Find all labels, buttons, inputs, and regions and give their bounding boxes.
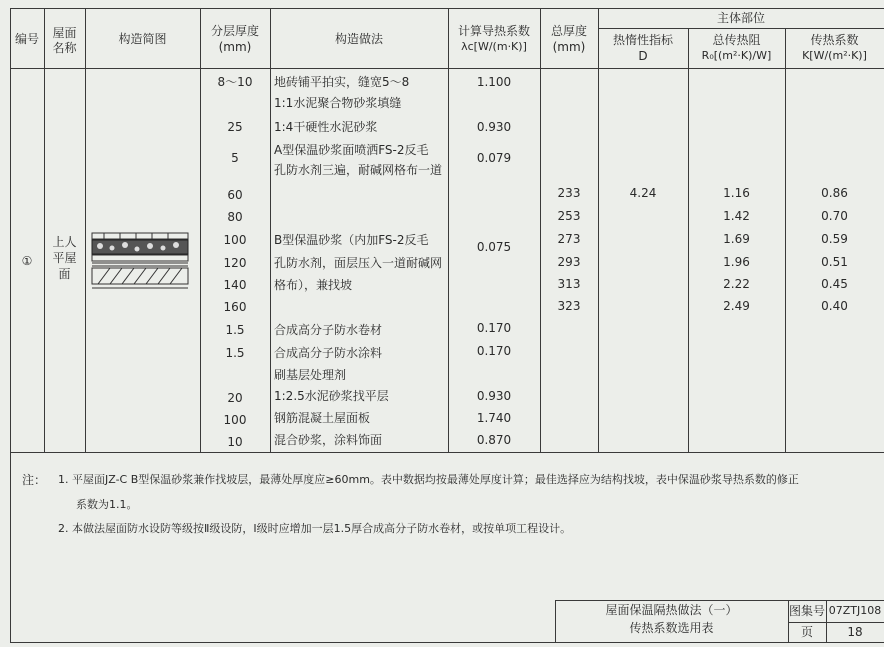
header-total-thickness-1: 总厚度 xyxy=(550,24,587,38)
resistance-value: 2.49 xyxy=(723,299,750,313)
table-left-border xyxy=(10,8,11,642)
layer-thickness: 100 xyxy=(223,413,247,427)
page-label: 页 xyxy=(800,625,813,639)
layer-method: 1:1水泥聚合物砂浆填缝 xyxy=(274,96,402,110)
k-value: 0.40 xyxy=(821,299,848,313)
header-thickness-2: (mm) xyxy=(218,40,252,54)
col-divider-7 xyxy=(598,8,599,452)
header-sketch: 构造简图 xyxy=(118,32,167,46)
k-value: 0.59 xyxy=(821,232,848,246)
construction-sketch xyxy=(90,231,190,291)
table-top-border xyxy=(10,8,884,9)
layer-lambda: 0.170 xyxy=(476,321,512,335)
titleblock-top-border xyxy=(555,600,884,601)
table-bottom-border xyxy=(10,452,884,453)
header-transfer-2: K[W/(m²·K)] xyxy=(802,49,867,62)
layer-lambda: 1.100 xyxy=(476,75,512,89)
layer-method: 地砖铺平拍实，缝宽5～8 xyxy=(274,75,410,89)
page-number: 18 xyxy=(847,625,863,639)
layer-thickness: 120 xyxy=(223,256,247,270)
header-inertia-1: 热惰性指标 xyxy=(612,33,673,47)
total-thickness: 293 xyxy=(557,255,581,269)
k-value: 0.70 xyxy=(821,209,848,223)
layer-lambda: 0.170 xyxy=(476,344,512,358)
header-conductivity-2: λc[W/(m·K)] xyxy=(461,40,527,53)
row-number: ① xyxy=(21,254,33,268)
header-main-part: 主体部位 xyxy=(716,11,765,25)
titleblock-title-2: 传热系数选用表 xyxy=(629,621,714,635)
total-thickness: 233 xyxy=(557,186,581,200)
layer-thickness: 5 xyxy=(231,151,239,165)
layer-method: 合成高分子防水涂料 xyxy=(274,346,383,360)
titleblock-mid-border xyxy=(788,622,884,623)
header-method: 构造做法 xyxy=(334,32,383,46)
row-name-3: 面 xyxy=(58,267,71,281)
k-value: 0.51 xyxy=(821,255,848,269)
note-2: 2. 本做法屋面防水设防等级按Ⅱ级设防，Ⅰ级时应增加一层1.5厚合成高分子防水卷材，或按单项工程设计。 xyxy=(58,522,572,535)
note-1-line-2: 系数为1.1。 xyxy=(76,498,138,511)
header-thickness-1: 分层厚度 xyxy=(210,24,259,38)
layer-method: 刷基层处理剂 xyxy=(274,368,347,382)
col-divider-1 xyxy=(44,8,45,452)
titleblock-title-1: 屋面保温隔热做法（一） xyxy=(605,603,738,617)
header-number: 编号 xyxy=(14,32,39,46)
header-total-thickness-2: (mm) xyxy=(552,40,586,54)
total-thickness: 273 xyxy=(557,232,581,246)
col-divider-2 xyxy=(85,8,86,452)
header-inertia-2: D xyxy=(638,49,648,63)
layer-thickness: 1.5 xyxy=(225,346,245,360)
layer-thickness: 1.5 xyxy=(225,323,245,337)
header-conductivity-1: 计算导热系数 xyxy=(457,24,530,38)
layer-method: B型保温砂浆（内加FS-2反毛 xyxy=(274,233,429,247)
layer-method: A型保温砂浆面喷洒FS-2反毛 xyxy=(274,143,429,157)
layer-method: 1:4干硬性水泥砂浆 xyxy=(274,120,378,134)
layer-lambda: 0.079 xyxy=(476,151,512,165)
k-value: 0.45 xyxy=(821,277,848,291)
sheet-bottom-border xyxy=(10,642,884,643)
layer-thickness: 160 xyxy=(223,300,247,314)
layer-lambda: 0.930 xyxy=(476,389,512,403)
layer-thickness: 10 xyxy=(227,435,243,449)
header-transfer-1: 传热系数 xyxy=(810,33,859,47)
layer-lambda: 0.870 xyxy=(476,433,512,447)
resistance-value: 1.16 xyxy=(723,186,750,200)
header-roof-name-2: 名称 xyxy=(52,41,77,55)
resistance-value: 1.42 xyxy=(723,209,750,223)
total-thickness: 313 xyxy=(557,277,581,291)
row-name-1: 上人 xyxy=(52,235,77,249)
layer-method: 混合砂浆，涂料饰面 xyxy=(274,433,383,447)
layer-thickness: 8～10 xyxy=(217,75,253,89)
resistance-value: 1.69 xyxy=(723,232,750,246)
layer-method: 孔防水剂，面层压入一道耐碱网 xyxy=(274,256,443,270)
atlas-label: 图集号 xyxy=(788,604,825,618)
layer-method: 合成高分子防水卷材 xyxy=(274,323,383,337)
row-name-2: 平屋 xyxy=(52,251,77,265)
col-divider-6 xyxy=(540,8,541,452)
header-roof-name-1: 屋面 xyxy=(52,26,77,40)
layer-method: 钢筋混凝土屋面板 xyxy=(274,411,371,425)
layer-lambda: 0.075 xyxy=(476,240,512,254)
layer-thickness: 60 xyxy=(227,188,243,202)
layer-method: 1:2.5水泥砂浆找平层 xyxy=(274,389,389,403)
layer-thickness: 80 xyxy=(227,210,243,224)
total-thickness: 253 xyxy=(557,209,581,223)
layer-thickness: 140 xyxy=(223,278,247,292)
atlas-number: 07ZTJ108 xyxy=(828,604,882,617)
header-bottom-border xyxy=(10,68,884,69)
resistance-value: 2.22 xyxy=(723,277,750,291)
total-thickness: 323 xyxy=(557,299,581,313)
layer-method: 孔防水剂三遍，耐碱网格布一道 xyxy=(274,163,443,177)
inertia-value: 4.24 xyxy=(629,186,657,200)
header-resistance-2: R₀[(m²·K)/W] xyxy=(701,49,772,62)
layer-thickness: 100 xyxy=(223,233,247,247)
k-value: 0.86 xyxy=(821,186,848,200)
layer-lambda: 1.740 xyxy=(476,411,512,425)
layer-method: 格布），兼找坡 xyxy=(274,278,353,292)
resistance-value: 1.96 xyxy=(723,255,750,269)
layer-thickness: 25 xyxy=(227,120,243,134)
col-divider-4 xyxy=(270,8,271,452)
layer-lambda: 0.930 xyxy=(476,120,512,134)
notes-label: 注： xyxy=(22,473,47,487)
layer-thickness: 20 xyxy=(227,391,243,405)
note-1-line-1: 1. 平屋面JZ-C B型保温砂浆兼作找坡层，最薄处厚度应≥60mm。表中数据均按最薄处厚度计算；最佳选择应为结构找坡，表中保温砂浆导热系数的修正 xyxy=(58,473,799,486)
subheader-divider xyxy=(598,28,884,29)
header-resistance-1: 总传热阻 xyxy=(712,33,761,47)
